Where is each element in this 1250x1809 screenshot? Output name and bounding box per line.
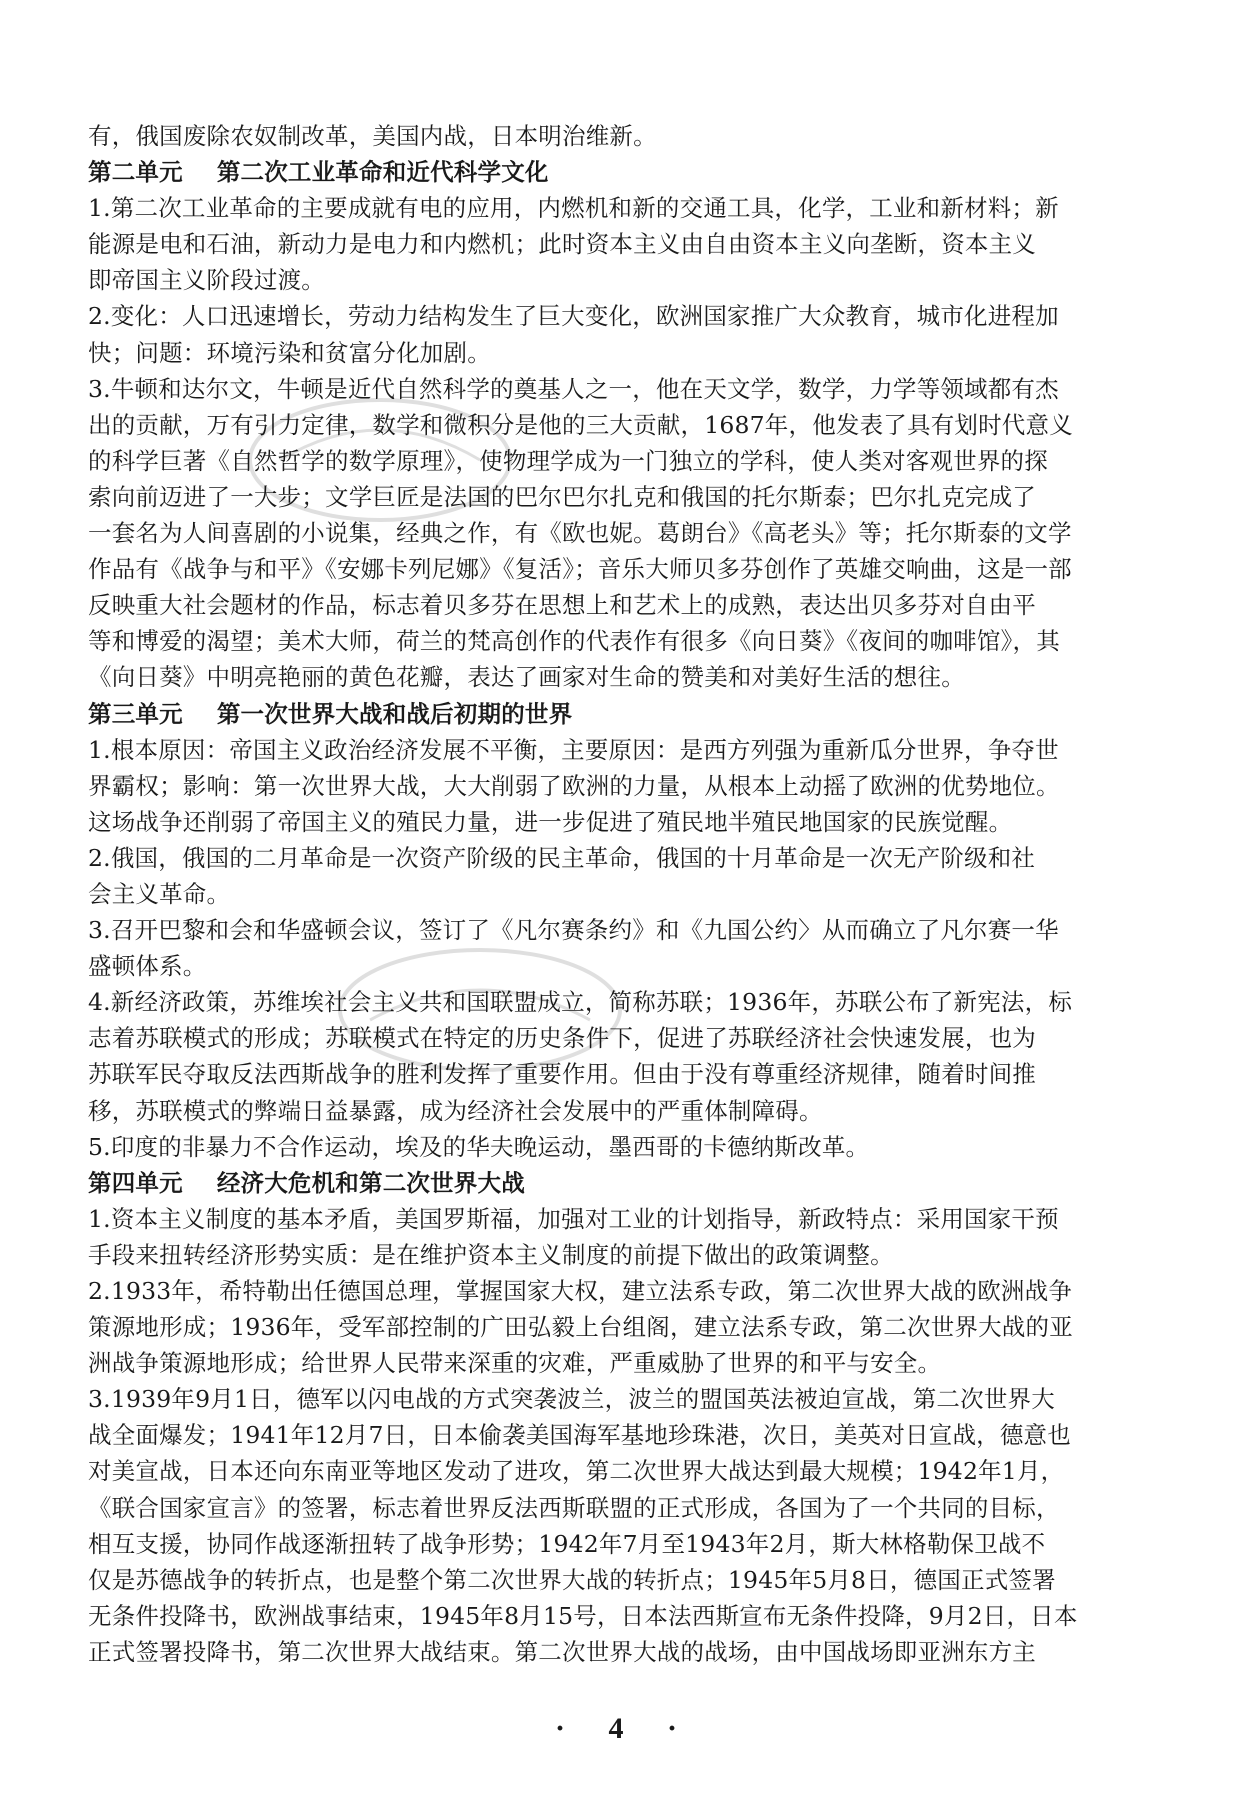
unit-title: 经济大危机和第二次世界大战 [216, 1168, 525, 1197]
text-line: 洲战争策源地形成；给世界人民带来深重的灾难，严重威胁了世界的和平与安全。 [88, 1349, 942, 1378]
text-line: 正式签署投降书，第二次世界大战结束。第二次世界大战的战场，由中国战场即亚洲东方主 [88, 1637, 1036, 1666]
text-line: 相互支援，协同作战逐渐扭转了战争形势；1942年7月至1943年2月，斯大林格勒保卫战不 [88, 1529, 1046, 1558]
text-line: 反映重大社会题材的作品，标志着贝多芬在思想上和艺术上的成熟，表达出贝多芬对自由平 [88, 591, 1036, 620]
text-line: 有，俄国废除农奴制改革，美国内战，日本明治维新。 [88, 122, 657, 150]
unit-heading [88, 1165, 1154, 1201]
text-line: 一套名为人间喜剧的小说集，经典之作，有《欧也妮。葛朗台》《高老头》等；托尔斯泰的文学 [88, 519, 1072, 548]
text-line: 等和博爱的渴望；美术大师，荷兰的梵高创作的代表作有很多《向日葵》《夜间的咖啡馆》，其 [88, 627, 1060, 656]
text-line: 盛顿体系。 [88, 952, 207, 981]
unit-title: 第一次世界大战和战后初期的世界 [216, 699, 573, 728]
text-line: 5.印度的非暴力不合作运动，埃及的华夫晚运动，墨西哥的卡德纳斯改革。 [88, 1132, 870, 1161]
text-line: 4.新经济政策，苏维埃社会主义共和国联盟成立，简称苏联；1936年，苏联公布了新宪法，标 [88, 988, 1073, 1017]
text-line: 志着苏联模式的形成；苏联模式在特定的历史条件下，促进了苏联经济社会快速发展，也为 [88, 1024, 1036, 1053]
text-line: 即帝国主义阶段过渡。 [88, 266, 325, 295]
text-line: 1.第二次工业革命的主要成就有电的应用，内燃机和新的交通工具，化学，工业和新材料；新 [88, 194, 1059, 223]
unit-label: 第三单元 [88, 699, 183, 728]
text-line: 3.牛顿和达尔文，牛顿是近代自然科学的奠基人之一，他在天文学，数学，力学等领域都有杰 [88, 374, 1059, 403]
text-line: 无条件投降书，欧洲战事结束，1945年8月15号，日本法西斯宣布无条件投降，9月2日，日本 [88, 1601, 1078, 1630]
text-line: 2.1933年，希特勒出任德国总理，掌握国家大权，建立法系专政，第二次世界大战的欧洲战争 [88, 1277, 1073, 1305]
text-line: 索向前迈进了一大步；文学巨匠是法国的巴尔巴尔扎克和俄国的托尔斯泰；巴尔扎克完成了 [88, 482, 1036, 511]
text-line: 这场战争还削弱了帝国主义的殖民力量，进一步促进了殖民地半殖民地国家的民族觉醒。 [88, 807, 1013, 836]
text-line: 《联合国家宣言》的签署，标志着世界反法西斯联盟的正式形成，各国为了一个共同的目标， [88, 1493, 1060, 1522]
text-line: 策源地形成；1936年，受军部控制的广田弘毅上台组阁，建立法系专政，第二次世界大战的亚 [88, 1313, 1073, 1342]
text-line: 对美宣战，日本还向东南亚等地区发动了进攻，第二次世界大战达到最大规模；1942年1月， [88, 1457, 1065, 1486]
text-line: 苏联军民夺取反法西斯战争的胜利发挥了重要作用。但由于没有尊重经济规律，随着时间推 [88, 1060, 1036, 1089]
unit-title: 第二次工业革命和近代科学文化 [216, 158, 549, 187]
document-page [88, 118, 1154, 1670]
text-line: 战全面爆发；1941年12月7日，日本偷袭美国海军基地珍珠港，次日，美英对日宣战，德意也 [88, 1421, 1071, 1450]
text-line: 手段来扭转经济形势实质：是在维护资本主义制度的前提下做出的政策调整。 [88, 1240, 894, 1269]
text-line: 界霸权；影响：第一次世界大战，大大削弱了欧洲的力量，从根本上动摇了欧洲的优势地位。 [88, 771, 1060, 800]
text-line: 的科学巨著《自然哲学的数学原理》，使物理学成为一门独立的学科，使人类对客观世界的探 [88, 446, 1048, 475]
text-line: 《向日葵》中明亮艳丽的黄色花瓣，表达了画家对生命的赞美和对美好生活的想往。 [88, 663, 965, 692]
text-line: 2.俄国，俄国的二月革命是一次资产阶级的民主革命，俄国的十月革命是一次无产阶级和社 [88, 843, 1036, 872]
text-line: 快；问题：环境污染和贫富分化加剧。 [88, 338, 491, 367]
text-line: 1.资本主义制度的基本矛盾，美国罗斯福，加强对工业的计划指导，新政特点：采用国家干预 [88, 1204, 1059, 1233]
text-line: 会主义革命。 [88, 879, 231, 908]
text-line: 能源是电和石油，新动力是电力和内燃机；此时资本主义由自由资本主义向垄断，资本主义 [88, 230, 1036, 259]
unit-label: 第二单元 [88, 158, 183, 187]
text-line: 3.召开巴黎和会和华盛顿会议，签订了《凡尔赛条约》和《九国公约〉从而确立了凡尔赛一华 [88, 916, 1059, 945]
text-line: 3.1939年9月1日，德军以闪电战的方式突袭波兰，波兰的盟国英法被迫宣战，第二次世界大 [88, 1385, 1055, 1414]
text-line: 2.变化：人口迅速增长，劳动力结构发生了巨大变化，欧洲国家推广大众教育，城市化进程加 [88, 302, 1059, 331]
unit-heading [88, 696, 1154, 732]
text-line: 作品有《战争与和平》《安娜卡列尼娜》《复活》；音乐大师贝多芬创作了英雄交响曲，这是一部 [88, 555, 1072, 584]
unit-heading [88, 154, 1154, 190]
text-line: 仅是苏德战争的转折点，也是整个第二次世界大战的转折点；1945年5月8日，德国正式签署 [88, 1565, 1056, 1594]
text-line: 移，苏联模式的弊端日益暴露，成为经济社会发展中的严重体制障碍。 [88, 1096, 823, 1125]
page-number: · 4 · [554, 1712, 695, 1745]
text-line: 出的贡献，万有引力定律，数学和微积分是他的三大贡献，1687年，他发表了具有划时代意义 [88, 410, 1073, 439]
unit-label: 第四单元 [88, 1168, 183, 1197]
text-line: 1.根本原因：帝国主义政治经济发展不平衡，主要原因：是西方列强为重新瓜分世界，争夺世 [88, 735, 1059, 764]
